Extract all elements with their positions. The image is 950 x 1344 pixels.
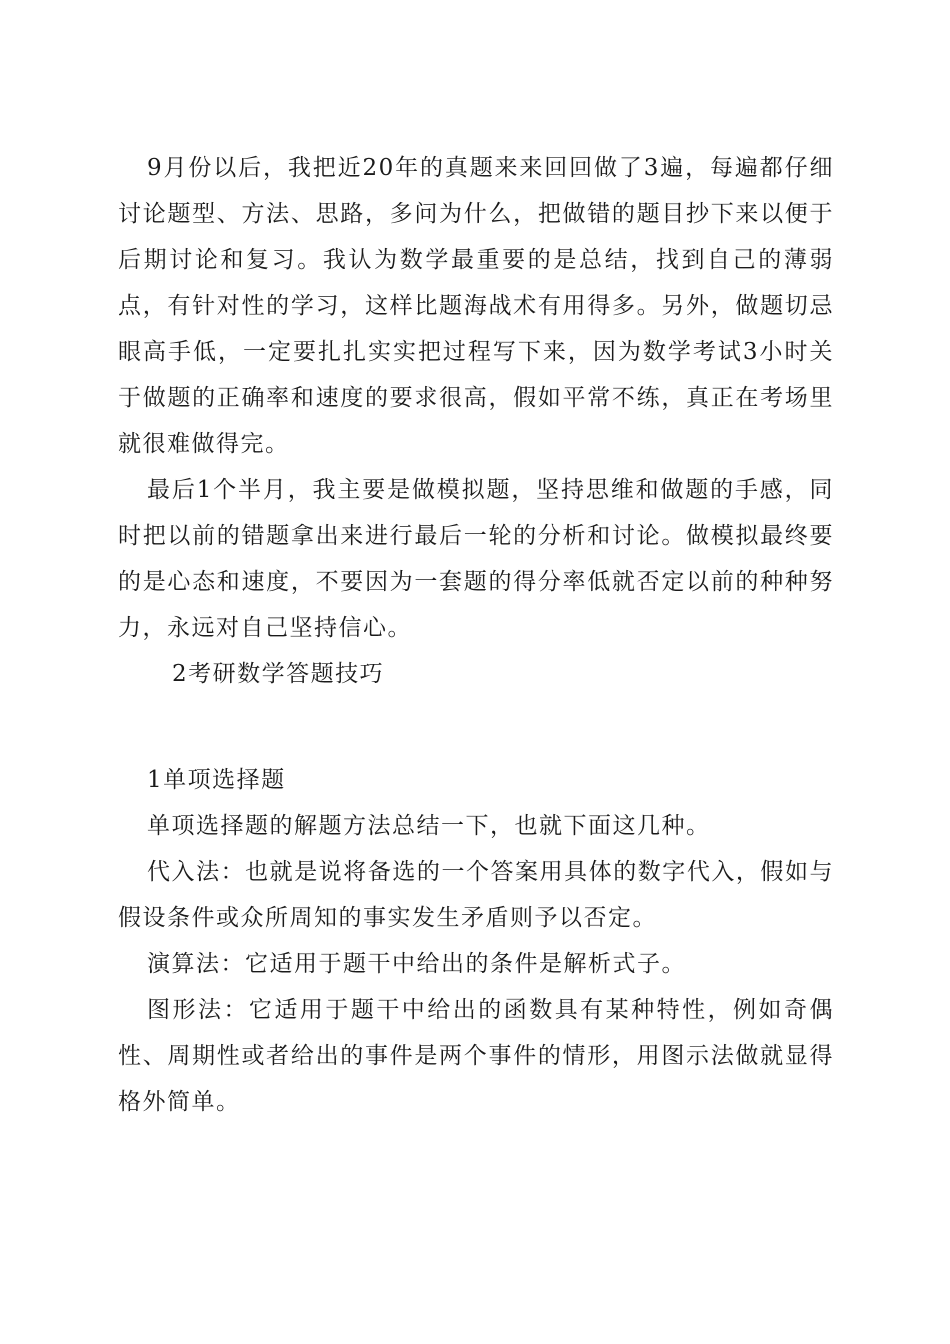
paragraph-graph-method: 图形法：它适用于题干中给出的函数具有某种特性，例如奇偶性、周期性或者给出的事件是两个事件的情形，用图示法做就显得格外简单。 xyxy=(118,997,834,1115)
subsection-heading: 1单项选择题 xyxy=(147,767,286,793)
section-heading: 2考研数学答题技巧 xyxy=(172,661,385,687)
blank-space xyxy=(118,697,834,757)
paragraph-substitution-method: 代入法：也就是说将备选的一个答案用具体的数字代入，假如与假设条件或众所周知的事实发生矛盾则予以否定。 xyxy=(118,859,834,931)
paragraph-calculation-method: 演算法：它适用于题干中给出的条件是解析式子。 xyxy=(147,951,686,977)
paragraph-review-past-exams: 9月份以后，我把近20年的真题来来回回做了3遍，每遍都仔细讨论题型、方法、思路，多问为什么，把做错的题目抄下来以便于后期讨论和复习。我认为数学最重要的是总结，找到自己的薄弱点，有针对性的学习，这样比题海战术有用得多。另外，做题切忌眼高手低，一定要扎扎实实把过程写下来，因为数学考试3小时关于做题的正确率和速度的要求很高，假如平常不练，真正在考场里就很难做得完。 xyxy=(118,155,834,457)
paragraph-methods-intro: 单项选择题的解题方法总结一下，也就下面这几种。 xyxy=(147,813,711,839)
document-body xyxy=(118,145,834,1125)
paragraph-mock-exams: 最后1个半月，我主要是做模拟题，坚持思维和做题的手感，同时把以前的错题拿出来进行最后一轮的分析和讨论。做模拟最终要的是心态和速度，不要因为一套题的得分率低就否定以前的种种努力，永远对自己坚持信心。 xyxy=(118,477,834,641)
